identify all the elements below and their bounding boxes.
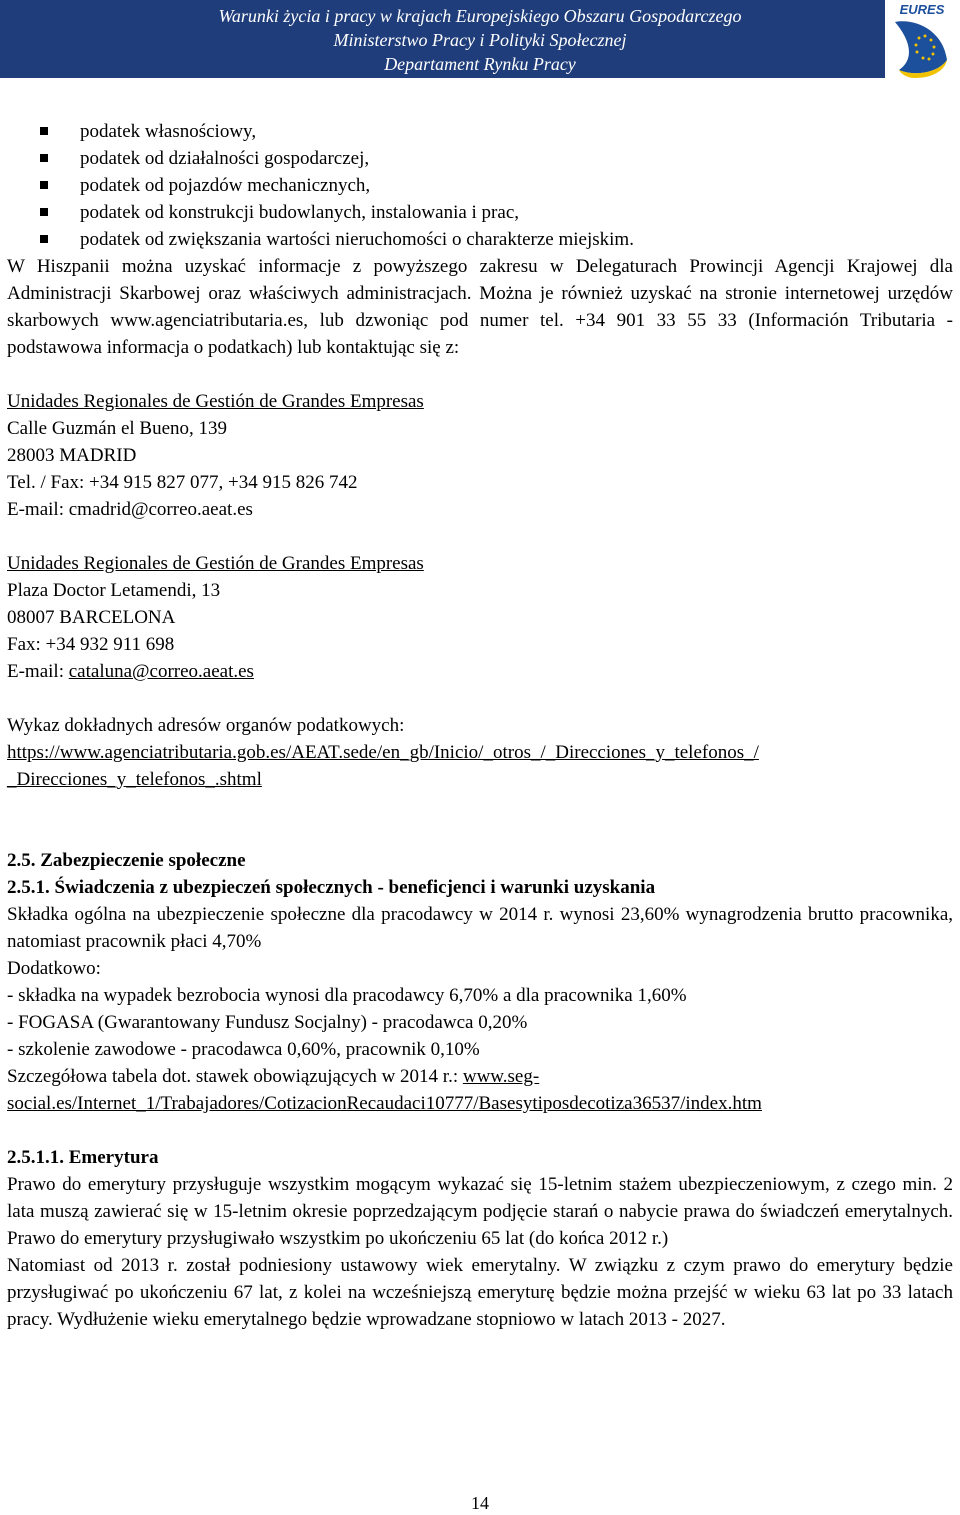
bullet-square-icon bbox=[40, 235, 48, 243]
bullet-square-icon bbox=[40, 154, 48, 162]
madrid-phone: Tel. / Fax: +34 915 827 077, +34 915 826 742 bbox=[7, 472, 358, 493]
training-line: - szkolenie zawodowe - pracodawca 0,60%, pracownik 0,10% bbox=[7, 1039, 480, 1060]
header-line-3: Departament Rynku Pracy bbox=[384, 54, 576, 74]
eures-logo bbox=[885, 0, 960, 78]
madrid-street: Calle Guzmán el Bueno, 139 bbox=[7, 418, 228, 439]
madrid-office-title: Unidades Regionales de Gestión de Grandes Empresas bbox=[7, 391, 424, 412]
header-line-2: Ministerstwo Pracy i Polityki Społecznej bbox=[333, 30, 627, 50]
list-item: podatek od zwiększania wartości nieruchomości o charakterze miejskim. bbox=[80, 226, 953, 253]
bullet-square-icon bbox=[40, 208, 48, 216]
contribution-paragraph: Składka ogólna na ubezpieczenie społeczne dla pracodawcy w 2014 r. wynosi 23,60% wynagrodzenia brutto pracownika, natomiast pracownik płaci 4,70% bbox=[7, 904, 953, 952]
list-item: podatek własnościowy, bbox=[80, 118, 953, 145]
bullet-square-icon bbox=[40, 181, 48, 189]
madrid-address-block bbox=[7, 388, 953, 523]
tax-info-paragraph: W Hiszpanii można uzyskać informacje z powyższego zakresu w Delegaturach Prowincji Agencji Krajowej dla Administracji Skarbowej oraz właściwych administracjach. Można je również uzyskać na stronie internetowej urzędów skarbowych www.agenciatributaria.es, lub dzwoniąc pod numer tel. +34 901 33 55 33 (Información Tributaria - podstawowa informacja o podatkach) lub kontaktując się z: bbox=[7, 256, 954, 358]
section-heading: 2.5. Zabezpieczenie społeczne bbox=[7, 850, 246, 871]
tax-offices-link-line-1[interactable]: https://www.agenciatributaria.gob.es/AEAT.sede/en_gb/Inicio/_otros_/_Direcciones_y_telefonos_/ bbox=[7, 742, 759, 763]
rates-table-line: Szczegółowa tabela dot. stawek obowiązujących w 2014 r.: www.seg- bbox=[7, 1066, 540, 1087]
list-item: podatek od pojazdów mechanicznych, bbox=[80, 172, 953, 199]
section-subheading: 2.5.1. Świadczenia z ubezpieczeń społecznych - beneficjenci i warunki uzyskania bbox=[7, 877, 656, 898]
header-text bbox=[0, 4, 960, 76]
header-line-1: Warunki życia i pracy w krajach Europejskiego Obszaru Gospodarczego bbox=[218, 6, 742, 26]
fogasa-line: - FOGASA (Gwarantowany Fundusz Socjalny) - pracodawca 0,20% bbox=[7, 1012, 528, 1033]
pension-paragraph-1: Prawo do emerytury przysługuje wszystkim mogącym wykazać się 15-letnim stażem ubezpieczeniowym, z czego min. 2 lata muszą zawierać się w 15-letnim okresie poprzedzającym podjęcie starań o nabycie prawa do świadczeń emerytalnych. Prawo do emerytury przysługiwało wszystkim po ukończeniu 65 lat (do końca 2012 r.) bbox=[7, 1174, 953, 1249]
agenciatributaria-link[interactable]: www.agenciatributaria.es bbox=[110, 310, 304, 331]
tax-bullet-list bbox=[7, 118, 953, 253]
barcelona-office-title: Unidades Regionales de Gestión de Grandes Empresas bbox=[7, 553, 424, 574]
pension-heading: 2.5.1.1. Emerytura bbox=[7, 1147, 159, 1168]
barcelona-address-block bbox=[7, 550, 953, 685]
additional-label: Dodatkowo: bbox=[7, 958, 101, 979]
list-item: podatek od działalności gospodarczej, bbox=[80, 145, 953, 172]
seg-social-link-part-2[interactable]: social.es/Internet_1/Trabajadores/CotizacionRecaudaci10777/Basesytiposdecotiza36537/index.htm bbox=[7, 1093, 762, 1114]
page-number: 14 bbox=[471, 1493, 489, 1513]
tax-offices-link-line-2[interactable]: _Direcciones_y_telefonos_.shtml bbox=[7, 769, 262, 790]
list-item: podatek od konstrukcji budowlanych, instalowania i prac, bbox=[80, 199, 953, 226]
madrid-city: 28003 MADRID bbox=[7, 445, 137, 466]
pension-paragraph-2: Natomiast od 2013 r. został podniesiony ustawowy wiek emerytalny. W związku z czym prawo do emerytury będzie przysługiwać po ukończeniu 67 lat, z kolei na wcześniejszą emeryturę będzie można przejść w wieku 63 lat po 33 latach pracy. Wydłużenie wieku emerytalnego będzie wprowadzane stopniowo w latach 2013 - 2027. bbox=[7, 1255, 953, 1330]
madrid-email: E-mail: cmadrid@correo.aeat.es bbox=[7, 499, 253, 520]
bullet-square-icon bbox=[40, 127, 48, 135]
logo-wordmark: EURES bbox=[899, 2, 945, 17]
barcelona-city: 08007 BARCELONA bbox=[7, 607, 176, 628]
page-header bbox=[0, 0, 960, 78]
tax-offices-label: Wykaz dokładnych adresów organów podatkowych: bbox=[7, 715, 405, 736]
unemployment-line: - składka na wypadek bezrobocia wynosi dla pracodawcy 6,70% a dla pracownika 1,60% bbox=[7, 985, 687, 1006]
document-body bbox=[7, 118, 953, 1333]
barcelona-email: E-mail: cataluna@correo.aeat.es bbox=[7, 661, 254, 682]
barcelona-fax: Fax: +34 932 911 698 bbox=[7, 634, 175, 655]
barcelona-email-link[interactable]: cataluna@correo.aeat.es bbox=[68, 661, 254, 682]
seg-social-link-part-1[interactable]: www.seg- bbox=[462, 1066, 540, 1087]
barcelona-street: Plaza Doctor Letamendi, 13 bbox=[7, 580, 221, 601]
